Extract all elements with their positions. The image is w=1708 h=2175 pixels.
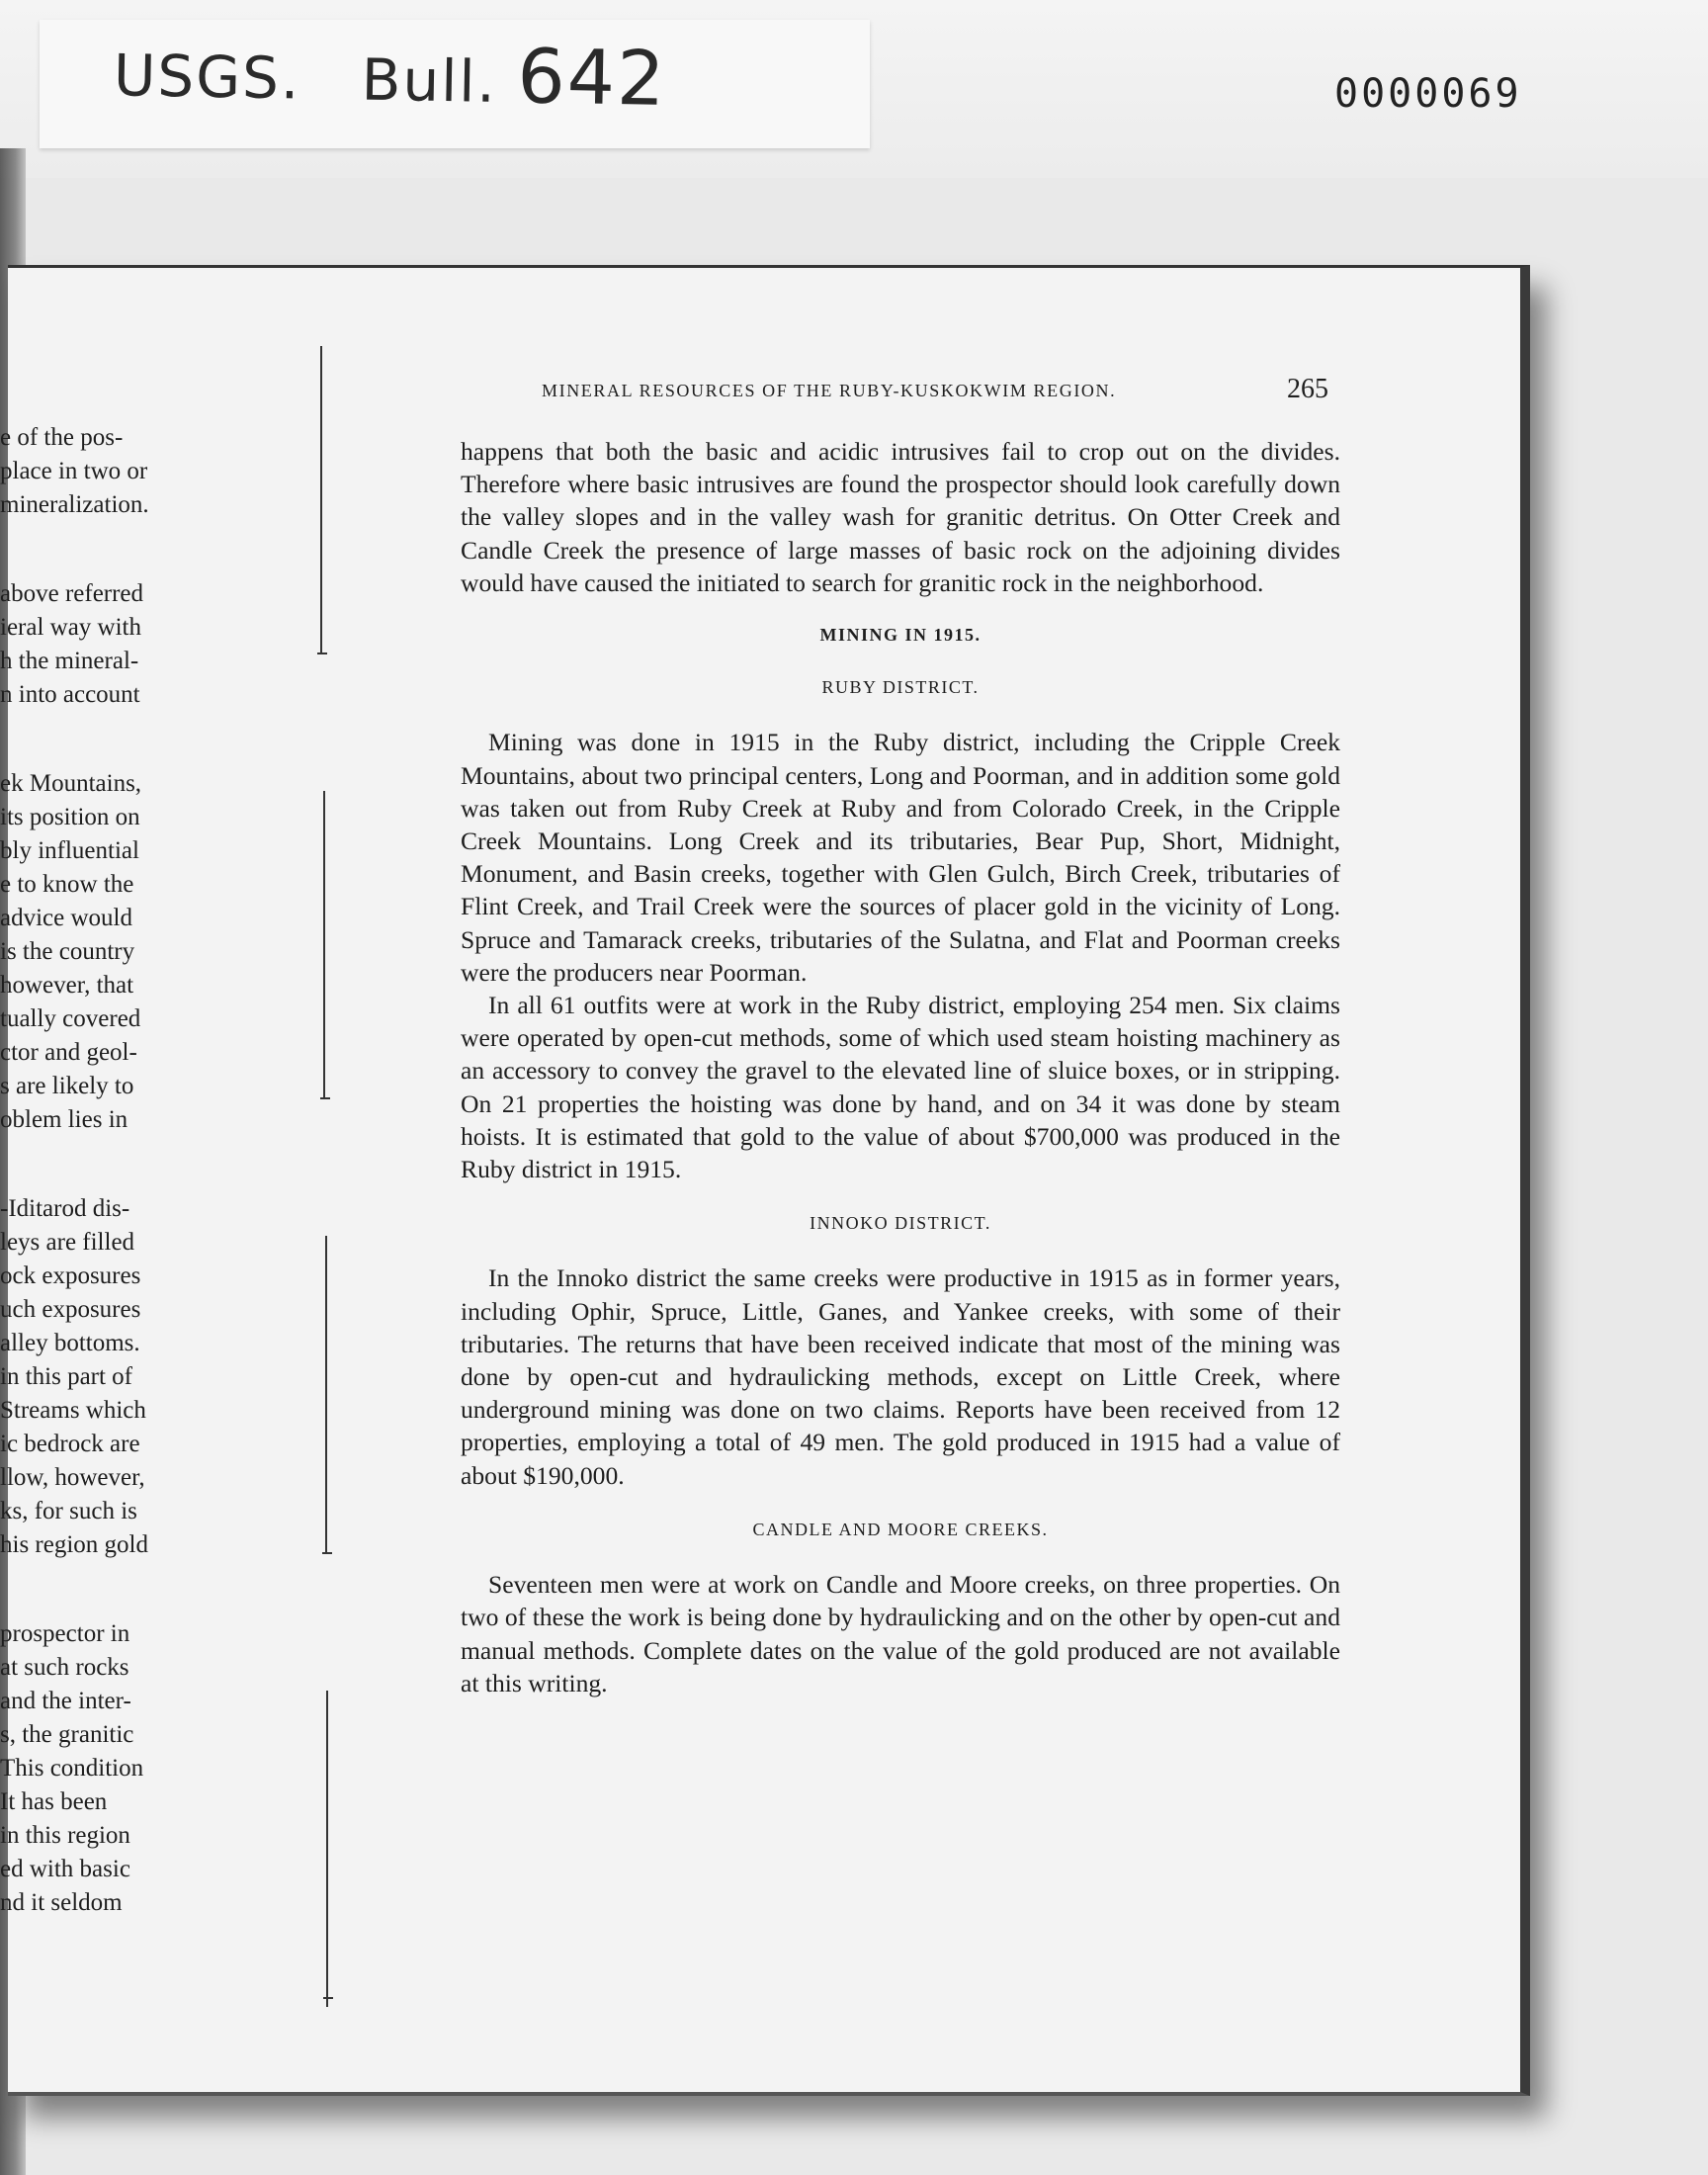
fragment-line: nd it seldom — [0, 1889, 123, 1916]
gutter-mark — [320, 346, 322, 652]
gutter-mark — [325, 1236, 327, 1552]
intro-paragraph: happens that both the basic and acidic intrusives fail to crop out on the divides. Therefore where basic intrusives are found the prospector should look carefully down the valley slopes and in the valley wash for granitic detritus. On Otter Creek and Candle Creek the presence of large masses of basic rock on the adjoining divides would have caused the initiated to search for granitic rock in the neighborhood. — [461, 437, 1340, 597]
fragment-line: bly influential — [0, 837, 139, 864]
page-number: 265 — [1287, 374, 1328, 404]
fragment-line: however, that — [0, 972, 134, 999]
innoko-paragraph: In the Innoko district the same creeks were productive in 1915 as in former years, including Ophir, Spruce, Little, Ganes, and Yankee creeks, with some of their tributaries. The returns that have been received indicate that most of the mining was done by open-cut and hydraulicking methods, except on Little Creek, where underground mining was done on two claims. Reports have been received from 12 properties, employing a total of 49 men. The gold produced in 1915 had a value of about $190,000. — [461, 1263, 1340, 1490]
handwritten-label — [113, 25, 667, 123]
fragment-line: above referred — [0, 580, 144, 607]
label-part-bull: Bull. — [361, 45, 498, 116]
fragment-line: place in two or — [0, 458, 148, 484]
fragment-line: ock exposures — [0, 1262, 141, 1289]
fragment-line: n into account — [0, 681, 140, 708]
main-text — [461, 435, 1340, 1699]
fragment-line: s are likely to — [0, 1073, 134, 1099]
gutter-mark — [323, 791, 325, 1097]
fragment-line: tually covered — [0, 1005, 141, 1032]
fragment-line: ic bedrock are — [0, 1431, 140, 1457]
fragment-line: leys are filled — [0, 1229, 135, 1256]
subheading-innoko-district: INNOKO DISTRICT. — [810, 1213, 991, 1234]
label-part-usgs: USGS. — [113, 42, 301, 113]
fragment-line: alley bottoms. — [0, 1330, 140, 1356]
fragment-line: -Iditarod dis- — [0, 1195, 130, 1222]
paragraph-gap — [0, 712, 190, 767]
stamp-number: 0000069 — [1334, 71, 1522, 117]
gutter-tick — [323, 1997, 333, 1999]
fragment-line: ctor and geol- — [0, 1039, 137, 1066]
fragment-line: ed with basic — [0, 1856, 130, 1882]
fragment-line: ek Mountains, — [0, 770, 142, 797]
section-title: MINING IN 1915. — [819, 625, 982, 646]
fragment-line: Streams which — [0, 1397, 146, 1424]
fragment-line: This condition — [0, 1755, 144, 1782]
paragraph-gap — [0, 522, 190, 577]
running-header: MINERAL RESOURCES OF THE RUBY-KUSKOKWIM REGION. — [542, 381, 1117, 400]
fragment-line: ieral way with — [0, 614, 142, 641]
fragment-line: uch exposures — [0, 1296, 141, 1323]
candle-paragraph: Seventeen men were at work on Candle and Moore creeks, on three properties. On two of these the work is being done by hydraulicking and on the other by open-cut and manual methods. Complete dates on the value of the gold produced are not available at this writing. — [461, 1570, 1340, 1697]
fragment-line: e of the pos- — [0, 424, 124, 451]
ruby-paragraph-1: Mining was done in 1915 in the Ruby district, including the Cripple Creek Mountains, about two principal centers, Long and Poorman, and in addition some gold was taken out from Ruby Creek at Ruby and from Colorado Creek, in the Cripple Creek Mountains. Long Creek and its tributaries, Bear Pup, Short, Midnight, Monument, and Basin creeks, together with Glen Gulch, Birch Creek, tributaries of Flint Creek, and Trail Creek were the sources of placer gold in the vicinity of Long. Spruce and Tamarack creeks, tributaries of the Sulatna, and Flat and Poorman creeks were the producers near Poorman. — [461, 728, 1340, 987]
fragment-line: ks, for such is — [0, 1498, 137, 1524]
paragraph-gap — [0, 1137, 190, 1192]
subheading-ruby-district: RUBY DISTRICT. — [821, 677, 980, 698]
fragment-line: its position on — [0, 804, 140, 830]
fragment-line: advice would — [0, 905, 132, 931]
fragment-line: oblem lies in — [0, 1106, 128, 1133]
gutter-mark — [326, 1691, 328, 2007]
left-page-fragment — [0, 421, 190, 1920]
gutter-tick — [320, 1097, 330, 1099]
fragment-line: and the inter- — [0, 1688, 131, 1714]
fragment-line: in this region — [0, 1822, 130, 1849]
fragment-line: llow, however, — [0, 1464, 145, 1491]
subheading-candle-moore-creeks: CANDLE AND MOORE CREEKS. — [752, 1519, 1049, 1539]
ruby-paragraph-2: In all 61 outfits were at work in the Ruby district, employing 254 men. Six claims were operated by open-cut methods, some of which used steam hoisting machinery as an accessory to convey the gravel to the elevated line of sluice boxes, or in stripping. On 21 properties the hoisting was done by hand, and on 34 it was done by steam hoists. It is estimated that gold to the value of about $700,000 was produced in the Ruby district in 1915. — [461, 991, 1340, 1184]
fragment-line: his region gold — [0, 1531, 148, 1558]
fragment-line: prospector in — [0, 1620, 130, 1647]
label-part-number: 642 — [516, 32, 668, 123]
fragment-line: is the country — [0, 938, 135, 965]
paragraph-gap — [0, 1562, 190, 1617]
fragment-line: at such rocks — [0, 1654, 129, 1681]
gutter-tick — [322, 1552, 332, 1554]
fragment-line: It has been — [0, 1788, 108, 1815]
fragment-line: s, the granitic — [0, 1721, 134, 1748]
fragment-line: h the mineral- — [0, 648, 139, 674]
fragment-line: e to know the — [0, 871, 134, 898]
fragment-line: mineralization. — [0, 491, 149, 518]
fragment-line: in this part of — [0, 1363, 133, 1390]
gutter-tick — [317, 652, 327, 654]
